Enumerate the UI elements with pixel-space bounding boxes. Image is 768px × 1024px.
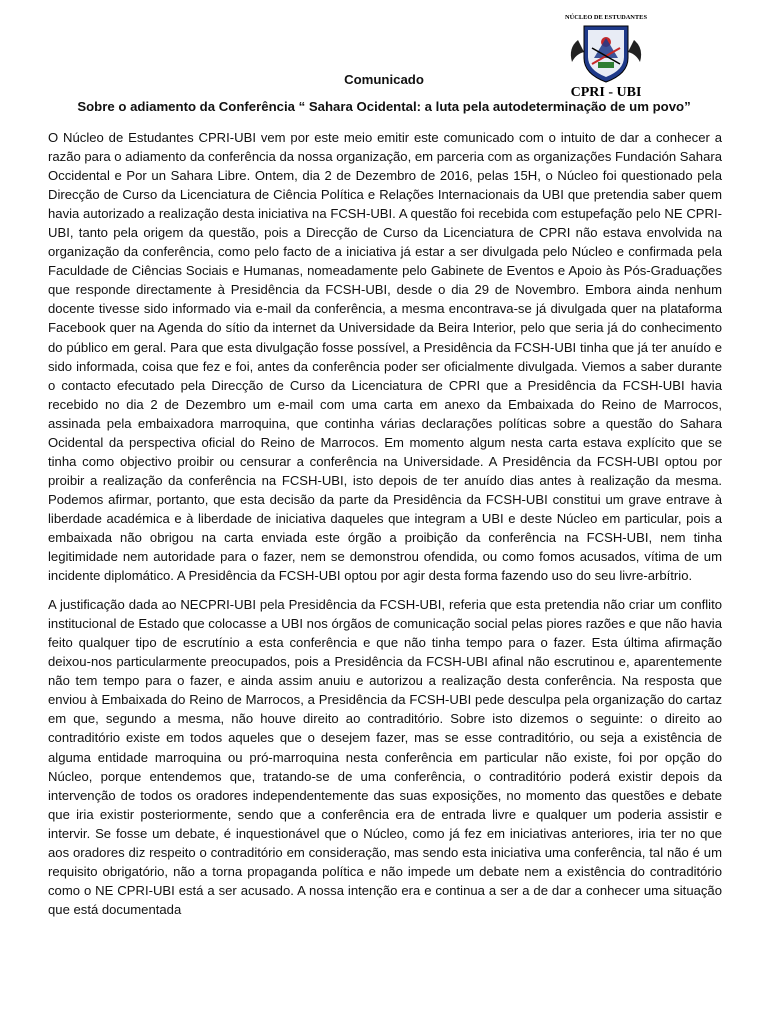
document-subtitle: Sobre o adiamento da Conferência “ Sahara Ocidental: a luta pela autodeterminação de um povo” [77,99,691,114]
body-paragraph: A justificação dada ao NECPRI-UBI pela Presidência da FCSH-UBI, referia que esta pretendia não criar um conflito institucional de Estado que colocasse a UBI nos órgãos de comunicação social pelas piores razões e que não havia feito qualquer tipo de escrutínio a esta conferência e que não tinha tempo para o fazer. Esta última afirmação deixou-nos particularmente preocupados, pois a Presidência da FCSH-UBI afinal não escrutinou e, aparentemente não tem tempo para o fazer, e ainda assim anuiu e autorizou a realização desta conferência. Na resposta que enviou à Embaixada do Reino de Marrocos, a Presidência da FCSH-UBI pede desculpa pela organização do cartaz em que, segundo a mesma, não houve direito ao contraditório. Sobre isto dizemos o seguinte: o direito ao contraditório existe em todos aqueles que o desejem fazer, mas se esse contraditório, ou seja a existência de alguma entidade marroquina ou pró-marroquina nesta conferência em particular não existe, foi por opção do Núcleo, porque entendemos que, tratando-se de uma conferência, o contraditório poderá existir depois da intervenção de todos os oradores independentemente das suas exposições, no momento das questões e debate que iria existir posteriormente, sendo que a conferência era de entrada livre e qualquer um poderia assistir e intervir. Se fosse um debate, é inquestionável que o Núcleo, como já fez em iniciativas anteriores, iria ter no que aos oradores diz respeito o contraditório em consideração, mas sendo esta iniciativa uma conferência, tal não é um requisito obrigatório, não a torna propaganda política e não impede um debate nem a existência do contraditório como o NE CPRI-UBI está a ser acusado. A nossa intenção era e continua a ser a de dar a conhecer uma situação que está documentada [48,597,722,917]
logo-top-text: NÚCLEO DE ESTUDANTES [564,14,648,21]
document-body [48,128,722,929]
document-title: Comunicado [344,72,424,87]
logo-bottom-text: CPRI - UBI [570,85,642,100]
body-paragraph: O Núcleo de Estudantes CPRI-UBI vem por este meio emitir este comunicado com o intuito de dar a conhecer a razão para o adiamento da conferência da nossa organização, em parceria com as organizações Fundación Sahara Occidental e Por un Sahara Libre. Ontem, dia 2 de Dezembro de 2016, pelas 15H, o Núcleo foi questionado pela Direcção de Curso da Licenciatura de Ciência Política e Relações Internacionais da UBI que pretendia saber quem havia autorizado a realização desta iniciativa na FCSH-UBI. A questão foi recebida com estupefação pelo NE CPRI-UBI, tanto pela origem da questão, pois a Direcção de Curso da Licenciatura de CPRI não estava envolvida na organização da conferência, como pelo facto de a iniciativa já estar a ser divulgada pelo Núcleo e confirmada pela Faculdade de Ciências Sociais e Humanas, nomeadamente pelo Gabinete de Eventos e Apoio às Pós-Graduações que responde directamente à Presidência da FCSH-UBI, desde o dia 29 de Novembro. Embora ainda nenhum docente tivesse sido informado via e-mail da conferência, a mesma encontrava-se já divulgada quer na plataforma Facebook quer na Agenda do sítio da internet da Universidade da Beira Interior, pelo que seria já do conhecimento do público em geral. Para que esta divulgação fosse possível, a Presidência da FCSH-UBI tinha que já ter anuído e sido informada, coisa que fez e foi, antes da conferência poder ser oficialmente divulgada. Viemos a saber durante o contacto efecutado pela Direcção de Curso da Licenciatura de CPRI que a Presidência da FCSH-UBI havia recebido no dia 2 de Dezembro um e-mail com uma carta em anexo da Embaixada do Reino de Marrocos, assinada pela embaixadora marroquina, que continha várias declarações políticas sobre a questão do Sahara Ocidental da perspectiva oficial do Reino de Marrocos. Em momento algum nesta carta estava explícito que se tinha como objectivo proibir ou censurar a conferência na Universidade. A Presidência da FCSH-UBI optou por proibir a realização da conferência na FCSH-UBI, isto depois de ter anuído dias antes à realização da mesma. Podemos afirmar, portanto, que esta decisão da parte da Presidência da FCSH-UBI constitui um grave entrave à liberdade académica e à liberdade de iniciativa daqueles que integram a UBI e deste Núcleo em particular, pois a embaixada não obrigou na carta enviada este órgão a proibição da conferência na FCSH-UBI, nem tinha legitimidade nem autoridade para o fazer, nem se demonstrou ofendida, ou como fomos acusados, vítima de um incidente diplomático. A Presidência da FCSH-UBI optou por agir desta forma fazendo uso do seu livre-arbítrio. [48,130,723,584]
